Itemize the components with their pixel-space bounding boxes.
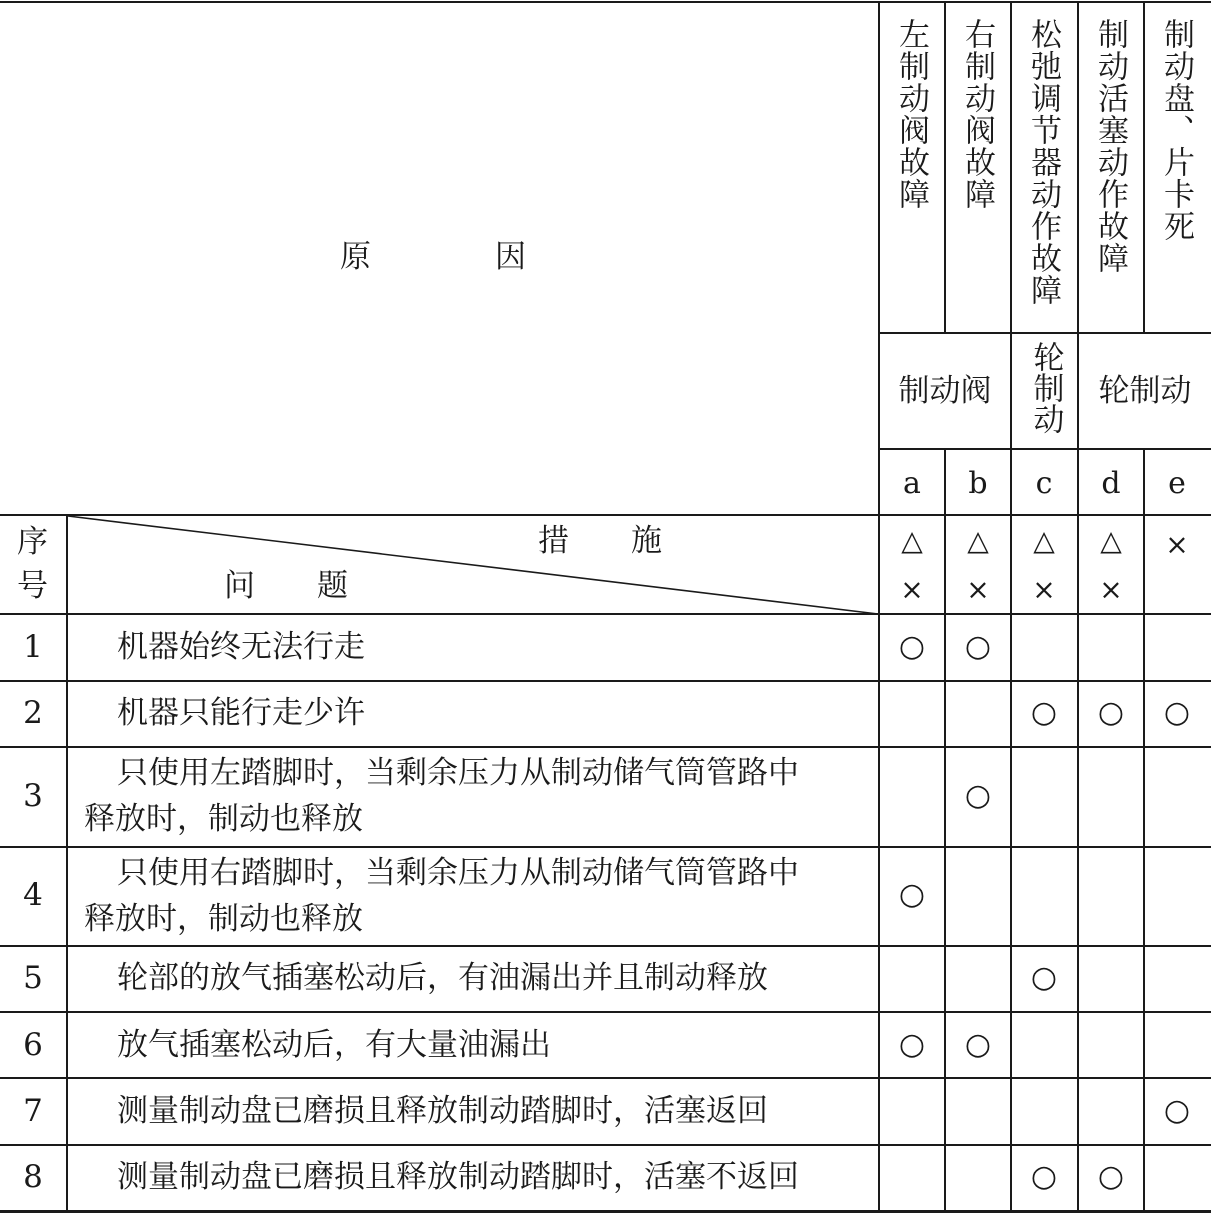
row-mark-c: ○	[1030, 1159, 1058, 1194]
row-mark-e: ○	[1163, 1093, 1191, 1128]
row-number: 2	[23, 695, 43, 731]
measure-a-1: △	[901, 524, 923, 557]
measure-a-2: ×	[900, 573, 924, 606]
measure-b-2: ×	[966, 573, 990, 606]
column-title-e: 制动盘、片卡死	[1158, 18, 1194, 242]
row-number: 3	[23, 778, 43, 814]
column-key-e: e	[1168, 466, 1186, 501]
rule	[1143, 1, 1145, 333]
rule	[0, 680, 1211, 682]
measure-b-1: △	[967, 524, 989, 557]
seq-label-2: 号	[17, 568, 48, 604]
row-number: 4	[23, 877, 43, 913]
row-number: 5	[23, 960, 43, 996]
row-mark-a: ○	[898, 1027, 926, 1062]
rule	[0, 1011, 1211, 1013]
row-number: 8	[23, 1159, 43, 1195]
diagonal-divider	[66, 514, 880, 615]
rule	[1077, 1, 1079, 1212]
row-number: 1	[23, 629, 43, 665]
row-mark-d: ○	[1097, 695, 1125, 730]
group-label-wheel-de: 轮制动	[1098, 372, 1192, 409]
group-label-valve: 制动阀	[898, 372, 992, 409]
column-key-a: a	[903, 466, 921, 501]
column-key-d: d	[1101, 466, 1121, 501]
row-problem-cont: 释放时，制动也释放	[84, 901, 363, 937]
rule	[944, 1, 946, 333]
column-title-d: 制动活塞动作故障	[1092, 18, 1128, 274]
rule	[0, 945, 1211, 947]
row-problem: 只使用右踏脚时，当剩余压力从制动储气筒管路中	[117, 855, 799, 891]
row-mark-b: ○	[964, 778, 992, 813]
row-mark-a: ○	[898, 877, 926, 912]
row-mark-a: ○	[898, 629, 926, 664]
measure-c-1: △	[1033, 524, 1055, 557]
rule	[66, 514, 68, 1212]
rule	[944, 448, 946, 1212]
row-problem: 机器只能行走少许	[117, 695, 365, 731]
row-problem: 测量制动盘已磨损且释放制动踏脚时，活塞不返回	[117, 1159, 799, 1195]
row-number: 6	[23, 1027, 43, 1063]
column-key-c: c	[1035, 466, 1053, 501]
row-problem: 测量制动盘已磨损且释放制动踏脚时，活塞返回	[117, 1093, 768, 1129]
measure-d-2: ×	[1099, 573, 1123, 606]
rule	[0, 1144, 1211, 1146]
measure-label: 措 施	[538, 523, 662, 559]
rule	[878, 448, 1211, 450]
column-title-b: 右制动阀故障	[959, 18, 995, 210]
column-key-b: b	[968, 466, 988, 501]
row-problem: 轮部的放气插塞松动后，有油漏出并且制动释放	[117, 960, 768, 996]
column-title-a: 左制动阀故障	[893, 18, 929, 210]
row-problem: 机器始终无法行走	[117, 629, 365, 665]
row-mark-b: ○	[964, 629, 992, 664]
measure-c-2: ×	[1032, 573, 1056, 606]
row-mark-d: ○	[1097, 1159, 1125, 1194]
rule	[0, 1077, 1211, 1079]
row-problem-cont: 释放时，制动也释放	[84, 801, 363, 837]
row-mark-c: ○	[1030, 960, 1058, 995]
row-number: 7	[23, 1093, 43, 1129]
measure-e-1: ×	[1165, 528, 1189, 561]
row-mark-c: ○	[1030, 695, 1058, 730]
table-top-border	[0, 1, 1211, 3]
rule	[0, 846, 1211, 848]
seq-label-1: 序	[17, 524, 48, 560]
row-mark-e: ○	[1163, 695, 1191, 730]
row-mark-b: ○	[964, 1027, 992, 1062]
group-label-wheel-c: 轮制动	[1027, 341, 1064, 434]
column-title-c: 松弛调节器动作故障	[1025, 18, 1061, 306]
row-problem: 只使用左踏脚时，当剩余压力从制动储气筒管路中	[117, 755, 799, 791]
cause-label: 原 因	[340, 239, 526, 275]
row-problem: 放气插塞松动后，有大量油漏出	[117, 1027, 551, 1063]
rule	[0, 746, 1211, 748]
problem-label: 问 题	[224, 568, 348, 604]
measure-d-1: △	[1100, 524, 1122, 557]
